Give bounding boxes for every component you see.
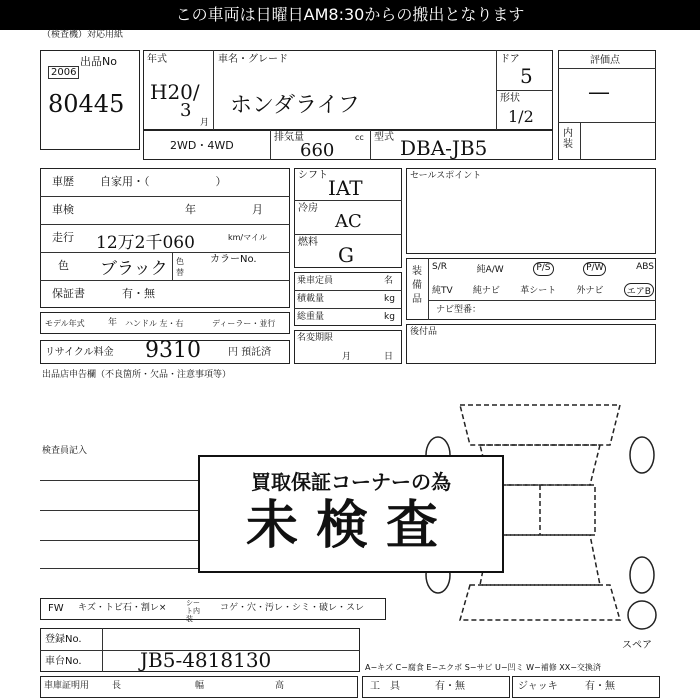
stamp-line1: 買取保証コーナーの為 <box>251 470 451 494</box>
after-box <box>406 324 656 364</box>
load-unit: kg <box>384 294 395 304</box>
jack-label: ジャッキ <box>518 681 558 692</box>
handle-label: ハンドル 左・右 <box>125 319 184 328</box>
mileage-label: 走行 <box>52 231 74 244</box>
month-unit: 月 <box>200 118 210 128</box>
shop-note: 出品店申告欄（不良箇所・欠品・注意事項等） <box>42 370 232 380</box>
recycle-unit: 円 預託済 <box>228 347 272 358</box>
name-label: 車名・グレード <box>218 54 288 65</box>
year-label: 年式 <box>147 54 167 65</box>
color-no-label: カラーNo. <box>210 254 257 265</box>
history-label: 車歴 <box>52 175 74 188</box>
ac-label: 冷房 <box>298 203 318 214</box>
lot-year-stamp: 2006 <box>48 66 79 79</box>
color-change-label: 色替 <box>176 257 184 277</box>
model-year-unit: 年 <box>108 318 118 328</box>
cert-width: 幅 <box>195 681 205 691</box>
stamp-line2: 未検査 <box>245 496 456 556</box>
score-value: — <box>588 80 610 105</box>
shaken-label: 車検 <box>52 203 74 216</box>
dealer-label: ディーラー・並行 <box>212 319 276 328</box>
jack-value: 有・無 <box>585 681 615 692</box>
cert-height: 高 <box>275 681 285 691</box>
recycle-value: 9310 <box>145 338 201 363</box>
reg-label: 登録No. <box>45 634 82 645</box>
equip-navi: 純ナビ <box>472 286 500 296</box>
mileage-value: 12万2千060 <box>96 233 195 253</box>
after-label: 後付品 <box>410 327 438 337</box>
cert-length: 長 <box>112 681 122 691</box>
fw-items: キズ・トビ石・割レ× <box>78 603 167 613</box>
cc-label: cc <box>355 133 364 142</box>
color-value: ブラック <box>100 259 168 279</box>
gross-label: 総重量 <box>297 312 325 322</box>
sales-label: セールスポイント <box>410 171 482 181</box>
shaken-month: 月 <box>252 203 263 216</box>
change-label: 名変期限 <box>297 333 334 343</box>
model-value: DBA-JB5 <box>400 136 488 160</box>
lot-label: 出品No <box>80 55 117 68</box>
interior-label: 内装 <box>563 128 573 150</box>
equip-pw: P/W <box>583 262 606 276</box>
history-value: 自家用・（ ） <box>100 175 227 188</box>
name-value: ホンダライフ <box>230 93 360 118</box>
model-label: 型式 <box>374 132 394 143</box>
capacity-label: 乗車定員 <box>297 276 334 286</box>
door-label: ドア <box>500 54 520 65</box>
equip-ps: P/S <box>533 262 553 276</box>
equip-ext-navi: 外ナビ <box>576 286 604 296</box>
displacement-value: 660 <box>300 140 335 161</box>
equip-airbag: エアB <box>624 283 654 297</box>
equip-aw: 純A/W <box>476 265 504 275</box>
tools-value: 有・無 <box>435 681 465 692</box>
change-day: 日 <box>384 352 394 362</box>
equip-abs: ABS <box>636 262 654 272</box>
load-label: 積載量 <box>297 294 325 304</box>
lot-number: 80445 <box>48 90 125 118</box>
banner-text: この車両は日曜日AM8:30からの搬出となります <box>175 5 525 24</box>
equip-label: 装備品 <box>412 266 422 305</box>
capacity-unit: 名 <box>384 276 394 286</box>
shift-label: シフト <box>298 170 328 181</box>
door-value: 5 <box>520 64 533 88</box>
inspector-label: 検査員記入 <box>42 446 88 456</box>
model-year-label: モデル年式 <box>45 319 85 328</box>
equip-leather: 革シート <box>520 286 557 296</box>
seat-items: コゲ・穴・汚レ・シミ・破レ・スレ <box>220 603 365 613</box>
ac-value: AC <box>335 211 362 232</box>
tools-label: 工 具 <box>370 681 400 692</box>
color-label: 色 <box>58 259 69 272</box>
fuel-label: 燃料 <box>298 237 318 248</box>
damage-legend: A−キズ C−腐食 E−エクボ S−サビ U−凹ミ W−補修 XX−交換済 <box>365 663 601 672</box>
drive-label: 2WD・4WD <box>170 139 234 152</box>
cert-label: 車庫証明用 <box>44 681 90 691</box>
shaken-year: 年 <box>185 203 196 216</box>
shape-value: 1/2 <box>508 107 534 126</box>
displacement-label: 排気量 <box>274 132 304 143</box>
warranty-label: 保証書 <box>52 287 85 300</box>
header-note: （検査機）対応用紙 <box>42 30 124 40</box>
shape-label: 形状 <box>500 93 520 104</box>
recycle-label: リサイクル料金 <box>45 347 114 358</box>
change-month: 月 <box>342 352 352 362</box>
seat-label: シート内装 <box>186 599 200 623</box>
warranty-value: 有・無 <box>122 287 155 300</box>
navi-label: ナビ型番： <box>436 305 482 315</box>
shift-value: IAT <box>328 176 363 200</box>
spare-label: スペア <box>622 640 652 651</box>
fuel-value: G <box>338 243 354 267</box>
equip-tv: 純TV <box>432 286 453 296</box>
fw-label: FW <box>48 603 64 614</box>
month-value: 3 <box>180 100 192 121</box>
score-label: 評価点 <box>590 55 620 66</box>
mileage-unit: km/マイル <box>228 233 267 242</box>
chassis-value: JB5-4818130 <box>140 648 272 672</box>
chassis-label: 車台No. <box>45 656 82 667</box>
gross-unit: kg <box>384 312 395 322</box>
equip-sr: S/R <box>432 262 447 272</box>
year-value: H20/ <box>150 80 200 104</box>
